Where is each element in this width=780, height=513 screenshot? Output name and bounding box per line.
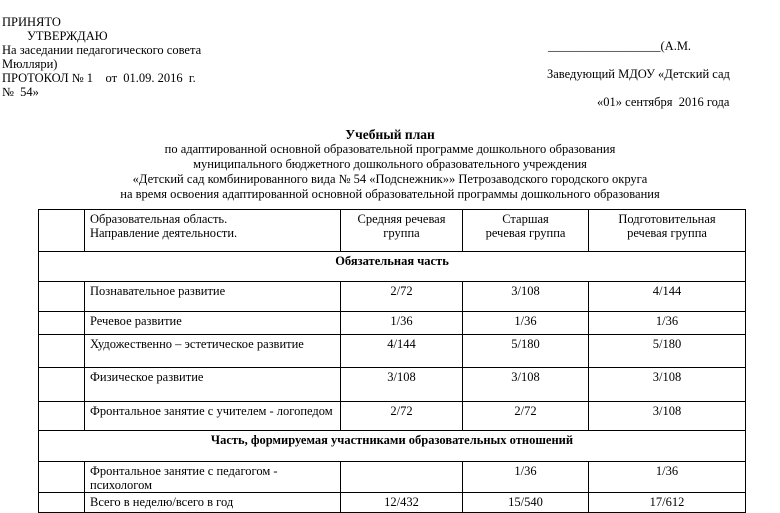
senior-group-cell: 1/36: [463, 312, 589, 335]
section-row-participants: [39, 431, 746, 462]
middle-group-cell: [341, 462, 463, 493]
table-row-total: [39, 493, 746, 513]
approval-date-line: «01» сентября 2016 года: [597, 95, 730, 109]
senior-group-cell: 3/108: [463, 368, 589, 402]
senior-group-cell: 1/36: [463, 462, 589, 493]
table-row: [39, 368, 746, 402]
activity-cell: Познавательное развитие: [85, 282, 341, 312]
header-empty-cell: [39, 210, 85, 252]
approval-line-number: № 54»: [2, 85, 39, 99]
activity-cell: Фронтальное занятие с учителем - логопедом: [85, 402, 341, 431]
table-row: [39, 312, 746, 335]
preparatory-group-cell: 1/36: [589, 312, 746, 335]
signature-line: __________________(А.М.: [548, 39, 692, 53]
activity-cell: Фронтальное занятие с педагогом - психологом: [85, 462, 341, 493]
title-subline-program: по адаптированной основной образовательной программе дошкольного образования: [164, 142, 616, 156]
preparatory-group-cell: 1/36: [589, 462, 746, 493]
senior-group-cell: 15/540: [463, 493, 589, 513]
table-header-row: [39, 210, 746, 252]
approval-line-protocol: ПРОТОКОЛ № 1 от 01.09. 2016 г.: [2, 71, 196, 85]
middle-group-cell: 2/72: [341, 282, 463, 312]
preparatory-group-cell: 3/108: [589, 368, 746, 402]
senior-group-cell: 3/108: [463, 282, 589, 312]
approval-line-approved: УТВЕРЖДАЮ: [27, 29, 108, 43]
preparatory-group-cell: 5/180: [589, 335, 746, 368]
section-label: Обязательная часть: [39, 252, 746, 282]
row-number-cell: [39, 282, 85, 312]
header-activity-cell: Образовательная область. Направление деятельности.: [85, 210, 341, 252]
table-row: [39, 402, 746, 431]
section-label: Часть, формируемая участниками образовательных отношений: [39, 431, 746, 462]
row-number-cell: [39, 402, 85, 431]
table-row: [39, 462, 746, 493]
row-number-cell: [39, 368, 85, 402]
title-subline-duration: на время освоения адаптированной основной образовательной программы дошкольного образования: [120, 187, 660, 201]
header-preparatory-group-cell: Подготовительная речевая группа: [589, 210, 746, 252]
senior-group-cell: 2/72: [463, 402, 589, 431]
activity-cell: Речевое развитие: [85, 312, 341, 335]
preparatory-group-cell: 4/144: [589, 282, 746, 312]
approval-line-surname: Мюлляри): [2, 57, 58, 71]
document-title-block: [0, 127, 780, 202]
header-middle-group-cell: Средняя речевая группа: [341, 210, 463, 252]
preparatory-group-cell: 17/612: [589, 493, 746, 513]
title-subline-kindergarten: «Детский сад комбинированного вида № 54 «Подснежник»» Петрозаводского городского округа: [132, 172, 648, 186]
section-row-mandatory: [39, 252, 746, 282]
middle-group-cell: 4/144: [341, 335, 463, 368]
row-number-cell: [39, 462, 85, 493]
preparatory-group-cell: 3/108: [589, 402, 746, 431]
table-row: [39, 335, 746, 368]
curriculum-table: [38, 209, 746, 513]
row-number-cell: [39, 335, 85, 368]
row-number-cell: [39, 493, 85, 513]
head-position-line: Заведующий МДОУ «Детский сад: [547, 67, 730, 81]
middle-group-cell: 2/72: [341, 402, 463, 431]
activity-cell: Всего в неделю/всего в год: [85, 493, 341, 513]
title-subline-institution: муниципального бюджетного дошкольного образовательного учреждения: [193, 157, 587, 171]
approval-line-accepted: ПРИНЯТО: [2, 15, 61, 29]
approval-line-council: На заседании педагогического совета: [2, 43, 202, 57]
middle-group-cell: 3/108: [341, 368, 463, 402]
table-row: [39, 282, 746, 312]
middle-group-cell: 1/36: [341, 312, 463, 335]
activity-cell: Художественно – эстетическое развитие: [85, 335, 341, 368]
activity-cell: Физическое развитие: [85, 368, 341, 402]
header-senior-group-cell: Старшая речевая группа: [463, 210, 589, 252]
row-number-cell: [39, 312, 85, 335]
middle-group-cell: 12/432: [341, 493, 463, 513]
senior-group-cell: 5/180: [463, 335, 589, 368]
page-title: Учебный план: [345, 127, 435, 142]
